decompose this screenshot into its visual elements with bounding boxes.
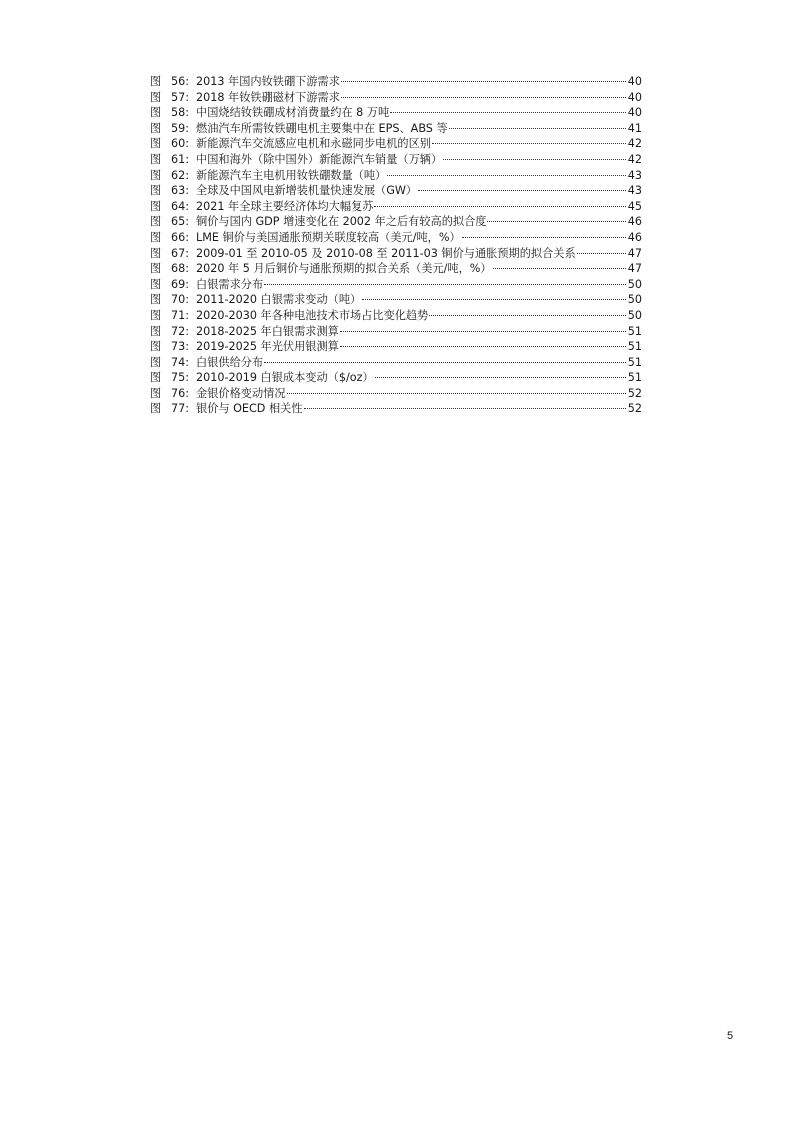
- figure-title: LME 铜价与美国通胀预期关联度较高（美元/吨，%）: [196, 230, 461, 244]
- figure-number: 75:: [171, 371, 190, 385]
- dot-leader: [443, 159, 626, 160]
- toc-entry[interactable]: [150, 277, 642, 293]
- figure-title: 新能源汽车交流感应电机和永磁同步电机的区别: [196, 137, 431, 151]
- figure-prefix: 图: [150, 90, 162, 104]
- dot-leader: [387, 175, 626, 176]
- dot-leader: [432, 143, 626, 144]
- figure-prefix: 图: [150, 121, 162, 135]
- figure-title: 2011-2020 白银需求变动（吨）: [196, 293, 362, 307]
- figure-title: 2020 年 5 月后铜价与通胀预期的拟合关系（美元/吨，%）: [196, 262, 492, 276]
- dot-leader: [374, 206, 626, 207]
- page-reference: 52: [627, 402, 642, 416]
- figure-number: 70:: [171, 293, 190, 307]
- figure-index-list: [150, 74, 642, 417]
- figure-prefix: 图: [150, 152, 162, 166]
- dot-leader: [340, 346, 626, 347]
- page-reference: 50: [627, 293, 642, 307]
- page-reference: 50: [627, 308, 642, 322]
- figure-number: 60:: [171, 137, 190, 151]
- page-reference: 51: [627, 324, 642, 338]
- dot-leader: [375, 377, 626, 378]
- figure-prefix: 图: [150, 324, 162, 338]
- figure-prefix: 图: [150, 106, 162, 120]
- figure-title: 2009-01 至 2010-05 及 2010-08 至 2011-03 铜价与通胀预期的拟合关系: [196, 246, 576, 260]
- dot-leader: [341, 97, 626, 98]
- page-reference: 47: [627, 262, 642, 276]
- figure-prefix: 图: [150, 137, 162, 151]
- figure-title: 燃油汽车所需钕铁硼电机主要集中在 EPS、ABS 等: [196, 121, 448, 135]
- toc-entry[interactable]: [150, 292, 642, 308]
- figure-number: 76:: [171, 386, 190, 400]
- figure-prefix: 图: [150, 371, 162, 385]
- page-number: 5: [727, 1030, 734, 1042]
- figure-number: 56:: [171, 75, 190, 88]
- figure-number: 64:: [171, 199, 190, 213]
- toc-entry[interactable]: [150, 168, 642, 184]
- figure-prefix: 图: [150, 386, 162, 400]
- dot-leader: [390, 112, 626, 113]
- figure-number: 74:: [171, 355, 190, 369]
- figure-title: 金银价格变动情况: [196, 386, 286, 400]
- figure-prefix: 图: [150, 355, 162, 369]
- figure-number: 57:: [171, 90, 190, 104]
- figure-prefix: 图: [150, 340, 162, 354]
- figure-prefix: 图: [150, 215, 162, 229]
- page-reference: 46: [627, 230, 642, 244]
- figure-number: 69:: [171, 277, 190, 291]
- page-reference: 40: [627, 106, 642, 120]
- toc-entry[interactable]: [150, 355, 642, 371]
- dot-leader: [304, 408, 626, 409]
- page-reference: 46: [627, 215, 642, 229]
- page-reference: 51: [627, 340, 642, 354]
- figure-number: 73:: [171, 340, 190, 354]
- page-reference: 41: [627, 121, 642, 135]
- toc-entry[interactable]: [150, 74, 642, 90]
- toc-entry[interactable]: [150, 339, 642, 355]
- toc-entry[interactable]: [150, 401, 642, 417]
- figure-number: 59:: [171, 121, 190, 135]
- dot-leader: [340, 331, 626, 332]
- figure-title: 铜价与国内 GDP 增速变化在 2002 年之后有较高的拟合度: [196, 215, 487, 229]
- dot-leader: [362, 299, 626, 300]
- figure-title: 2021 年全球主要经济体均大幅复苏: [196, 199, 374, 213]
- figure-title: 白银需求分布: [196, 277, 264, 291]
- page-reference: 42: [627, 137, 642, 151]
- figure-number: 72:: [171, 324, 190, 338]
- figure-prefix: 图: [150, 199, 162, 213]
- dot-leader: [429, 315, 626, 316]
- toc-entry[interactable]: [150, 214, 642, 230]
- figure-title: 2018 年钕铁硼磁材下游需求: [196, 90, 340, 104]
- page-reference: 45: [627, 199, 642, 213]
- dot-leader: [449, 128, 626, 129]
- figure-prefix: 图: [150, 75, 162, 88]
- figure-prefix: 图: [150, 184, 162, 198]
- figure-title: 银价与 OECD 相关性: [196, 402, 303, 416]
- page-reference: 50: [627, 277, 642, 291]
- page-reference: 40: [627, 90, 642, 104]
- figure-title: 中国和海外（除中国外）新能源汽车销量（万辆）: [196, 152, 443, 166]
- figure-title: 2019-2025 年光伏用银测算: [196, 340, 339, 354]
- figure-prefix: 图: [150, 168, 162, 182]
- figure-title: 2020-2030 年各种电池技术市场占比变化趋势: [196, 308, 429, 322]
- toc-entry[interactable]: [150, 152, 642, 168]
- figure-prefix: 图: [150, 262, 162, 276]
- figure-title: 全球及中国风电新增装机量快速发展（GW）: [196, 184, 418, 198]
- dot-leader: [493, 268, 626, 269]
- figure-number: 61:: [171, 152, 190, 166]
- figure-prefix: 图: [150, 402, 162, 416]
- toc-entry[interactable]: [150, 105, 642, 121]
- dot-leader: [264, 362, 626, 363]
- figure-prefix: 图: [150, 230, 162, 244]
- dot-leader: [577, 253, 626, 254]
- page-reference: 42: [627, 152, 642, 166]
- dot-leader: [341, 81, 626, 82]
- dot-leader: [462, 237, 626, 238]
- page-reference: 51: [627, 355, 642, 369]
- figure-number: 62:: [171, 168, 190, 182]
- toc-entry[interactable]: [150, 136, 642, 152]
- dot-leader: [287, 393, 626, 394]
- figure-prefix: 图: [150, 246, 162, 260]
- page-reference: 40: [627, 75, 642, 88]
- dot-leader: [264, 284, 626, 285]
- figure-prefix: 图: [150, 308, 162, 322]
- toc-entry[interactable]: [150, 370, 642, 386]
- toc-entry[interactable]: [150, 386, 642, 402]
- figure-title: 白银供给分布: [196, 355, 264, 369]
- figure-number: 77:: [171, 402, 190, 416]
- dot-leader: [487, 221, 626, 222]
- figure-title: 2013 年国内钕铁硼下游需求: [196, 75, 340, 88]
- figure-title: 新能源汽车主电机用钕铁硼数量（吨）: [196, 168, 387, 182]
- toc-entry[interactable]: [150, 246, 642, 262]
- figure-title: 2010-2019 白银成本变动（$/oz）: [196, 371, 374, 385]
- page-reference: 47: [627, 246, 642, 260]
- page-reference: 52: [627, 386, 642, 400]
- dot-leader: [418, 190, 626, 191]
- figure-number: 67:: [171, 246, 190, 260]
- toc-entry[interactable]: [150, 230, 642, 246]
- toc-entry[interactable]: [150, 121, 642, 137]
- figure-number: 58:: [171, 106, 190, 120]
- figure-title: 中国烧结钕铁硼成材消费量约在 8 万吨: [196, 106, 390, 120]
- figure-number: 71:: [171, 308, 190, 322]
- figure-prefix: 图: [150, 293, 162, 307]
- figure-number: 66:: [171, 230, 190, 244]
- figure-number: 68:: [171, 262, 190, 276]
- figure-number: 65:: [171, 215, 190, 229]
- page-reference: 43: [627, 168, 642, 182]
- toc-entry[interactable]: [150, 90, 642, 106]
- figure-title: 2018-2025 年白银需求测算: [196, 324, 339, 338]
- toc-entry[interactable]: [150, 324, 642, 340]
- page-reference: 51: [627, 371, 642, 385]
- toc-entry[interactable]: [150, 199, 642, 215]
- toc-entry[interactable]: [150, 308, 642, 324]
- toc-entry[interactable]: [150, 183, 642, 199]
- figure-prefix: 图: [150, 277, 162, 291]
- figure-number: 63:: [171, 184, 190, 198]
- toc-entry[interactable]: [150, 261, 642, 277]
- page-reference: 43: [627, 184, 642, 198]
